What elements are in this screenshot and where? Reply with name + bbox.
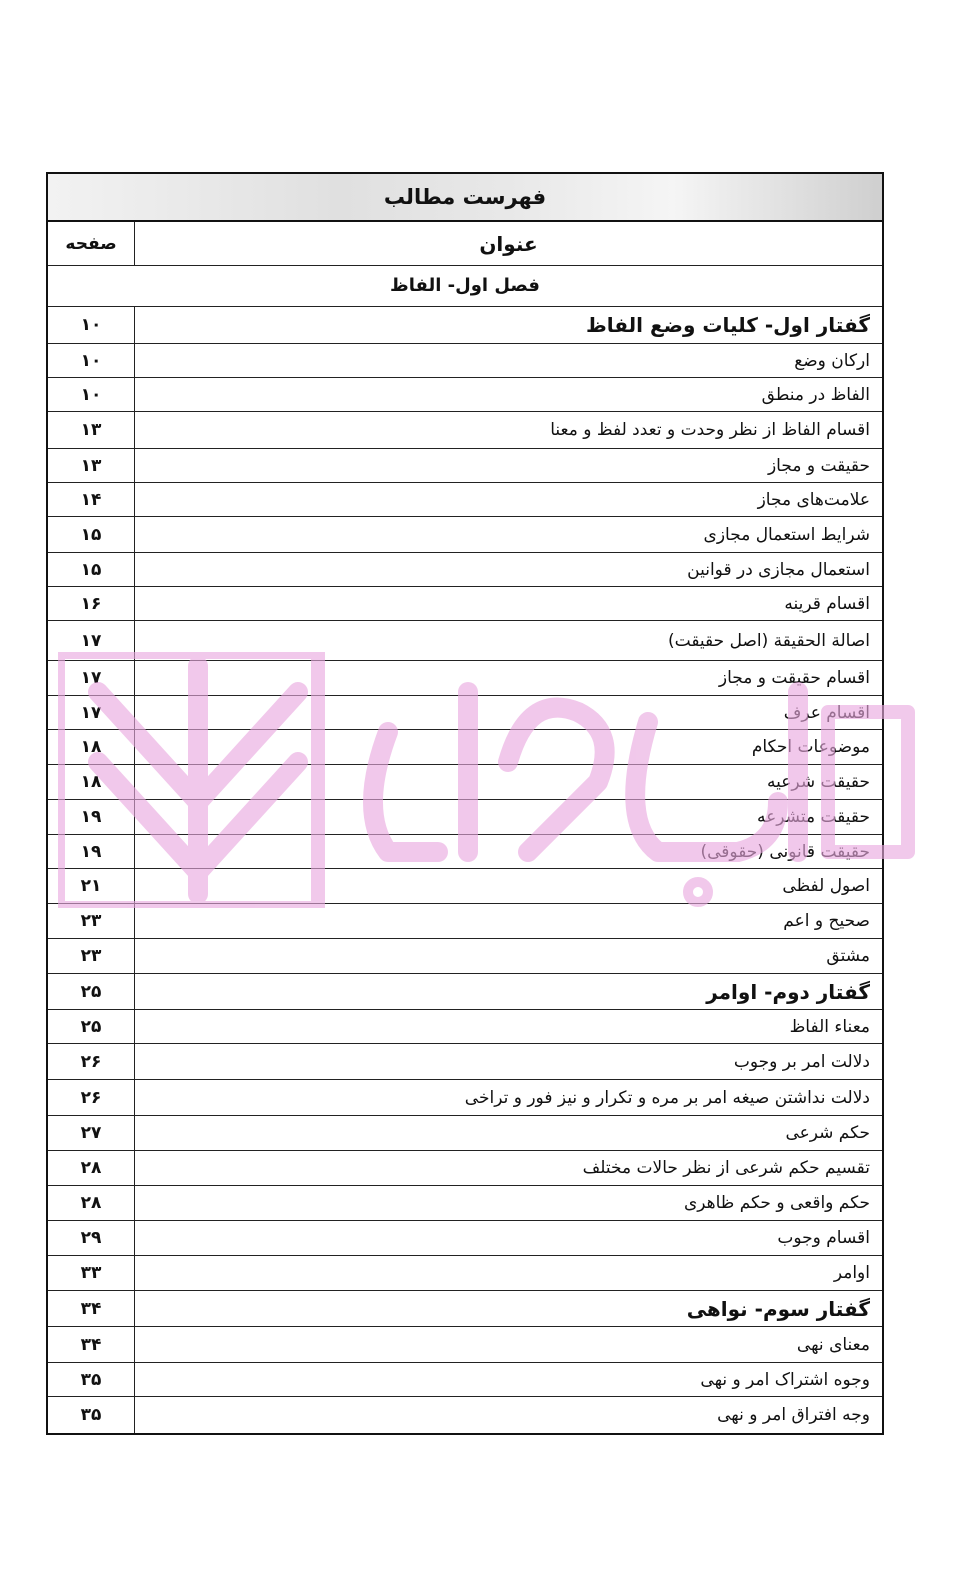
toc-entry-page: ۱۳: [48, 412, 135, 448]
toc-entry-page: ۱۵: [48, 553, 135, 586]
toc-entry-title: اصول لفظی: [782, 876, 870, 896]
toc-row: [48, 1010, 882, 1044]
toc-row: [48, 1221, 882, 1256]
toc-row: [48, 378, 882, 412]
toc-entry-page: ۱۵: [48, 517, 135, 552]
toc-row: [48, 1363, 882, 1397]
toc-entry-title: الفاظ در منطق: [761, 384, 870, 405]
toc-row: [48, 1186, 882, 1221]
toc-entry-page: ۱۳: [48, 449, 135, 482]
toc-entry-title: مشتق: [826, 946, 870, 966]
toc-row: [48, 800, 882, 835]
toc-entry-page: ۳۴: [48, 1327, 135, 1362]
toc-entry-title: حکم واقعی و حکم ظاهری: [683, 1193, 870, 1213]
toc-entry-title: معناء الفاظ: [789, 1016, 870, 1037]
toc-row: [48, 344, 882, 378]
toc-entry-title: اقسام حقیقت و مجاز: [718, 668, 870, 688]
toc-row: [48, 621, 882, 661]
toc-section-row: [48, 974, 882, 1010]
toc-entry-page: ۱۷: [48, 621, 135, 660]
toc-entry-title: اوامر: [833, 1263, 870, 1283]
toc-entry-title: حکم شرعی: [785, 1123, 870, 1143]
toc-entry-page: ۲۳: [48, 904, 135, 938]
toc-section-row: [48, 307, 882, 344]
toc-rows: [48, 307, 882, 1433]
toc-banner: فهرست مطالب: [48, 174, 882, 222]
toc-entry-title: دلالت امر بر وجوب: [733, 1051, 870, 1072]
toc-entry-page: ۱۹: [48, 835, 135, 868]
toc-entry-title: دلالت نداشتن صیغه امر بر مره و تکرار و نیز فور و تراخی: [464, 1087, 870, 1108]
toc-row: [48, 587, 882, 621]
toc-entry-page: ۲۵: [48, 974, 135, 1009]
toc-row: [48, 1151, 882, 1186]
toc-entry-page: ۳۳: [48, 1256, 135, 1290]
toc-entry-page: ۱۰: [48, 344, 135, 377]
toc-row: [48, 835, 882, 869]
toc-entry-page: ۲۷: [48, 1116, 135, 1150]
toc-entry-title: تقسیم حکم شرعی از نظر حالات مختلف: [582, 1158, 870, 1178]
header-page: صفحه: [48, 222, 135, 265]
toc-entry-title: استعمال مجازی در قوانین: [687, 559, 870, 580]
toc-entry-page: ۲۸: [48, 1186, 135, 1220]
toc-row: [48, 1327, 882, 1363]
toc-row: [48, 449, 882, 483]
toc-entry-page: ۲۶: [48, 1080, 135, 1115]
toc-row: [48, 1116, 882, 1151]
toc-entry-page: ۱۹: [48, 800, 135, 834]
table-of-contents: [46, 172, 884, 1435]
toc-row: [48, 412, 882, 449]
toc-entry-page: ۱۷: [48, 696, 135, 729]
toc-entry-page: ۱۸: [48, 765, 135, 799]
toc-entry-title: اقسام الفاظ از نظر وحدت و تعدد لفظ و معنا: [550, 420, 870, 440]
toc-entry-title: ارکان وضع: [794, 350, 870, 371]
toc-row: [48, 553, 882, 587]
toc-entry-page: ۱۷: [48, 661, 135, 695]
toc-entry-page: ۱۶: [48, 587, 135, 620]
toc-entry-title: حقیقت متشرعه: [757, 807, 870, 827]
toc-entry-page: ۱۸: [48, 730, 135, 764]
toc-entry-title: وجه افتراق امر و نهی: [717, 1405, 870, 1425]
toc-entry-title: گفتار اول- کلیات وضع الفاظ: [585, 313, 870, 337]
toc-row: [48, 1397, 882, 1433]
toc-entry-title: شرایط استعمال مجازی: [703, 524, 870, 545]
toc-entry-page: ۲۹: [48, 1221, 135, 1255]
toc-entry-title: اقسام قرینه: [784, 593, 870, 614]
toc-entry-page: ۱۴: [48, 483, 135, 516]
toc-row: [48, 765, 882, 800]
toc-row: [48, 696, 882, 730]
header-title: عنوان: [479, 231, 538, 256]
toc-row: [48, 1080, 882, 1116]
toc-row: [48, 483, 882, 517]
toc-entry-title: اقسام وجوب: [777, 1228, 870, 1248]
toc-entry-title: حقیقت شرعیه: [767, 772, 870, 792]
toc-entry-title: اصالة الحقیقة (اصل حقیقت): [668, 630, 870, 651]
toc-row: [48, 661, 882, 696]
toc-entry-title: موضوعات احکام: [751, 737, 870, 757]
toc-entry-page: ۲۳: [48, 939, 135, 973]
toc-entry-page: ۳۴: [48, 1291, 135, 1326]
toc-entry-page: ۱۰: [48, 378, 135, 411]
toc-row: [48, 1256, 882, 1291]
toc-entry-title: معنای نهی: [796, 1334, 870, 1355]
toc-row: [48, 869, 882, 904]
toc-entry-title: وجوه اشتراک امر و نهی: [700, 1369, 870, 1390]
toc-entry-title: حقیقت قانونی (حقوقی): [700, 841, 870, 862]
toc-entry-page: ۲۵: [48, 1010, 135, 1043]
toc-entry-title: گفتار دوم- اوامر: [706, 979, 870, 1004]
toc-row: [48, 904, 882, 939]
toc-entry-page: ۳۵: [48, 1363, 135, 1396]
toc-entry-title: گفتار سوم- نواهی: [686, 1296, 870, 1321]
toc-row: [48, 939, 882, 974]
chapter-heading: فصل اول- الفاظ: [48, 266, 882, 307]
toc-entry-title: حقیقت و مجاز: [767, 455, 870, 476]
toc-row: [48, 517, 882, 553]
toc-row: [48, 730, 882, 765]
toc-row: [48, 1044, 882, 1080]
toc-entry-page: ۱۰: [48, 307, 135, 343]
toc-entry-page: ۲۶: [48, 1044, 135, 1079]
toc-entry-title: علامت‌های مجاز: [757, 489, 870, 510]
toc-entry-title: اقسام عرف: [783, 702, 870, 723]
toc-entry-page: ۲۱: [48, 869, 135, 903]
toc-entry-page: ۲۸: [48, 1151, 135, 1185]
toc-section-row: [48, 1291, 882, 1327]
toc-entry-page: ۳۵: [48, 1397, 135, 1433]
toc-header-row: [48, 222, 882, 266]
toc-entry-title: صحیح و اعم: [783, 911, 870, 931]
